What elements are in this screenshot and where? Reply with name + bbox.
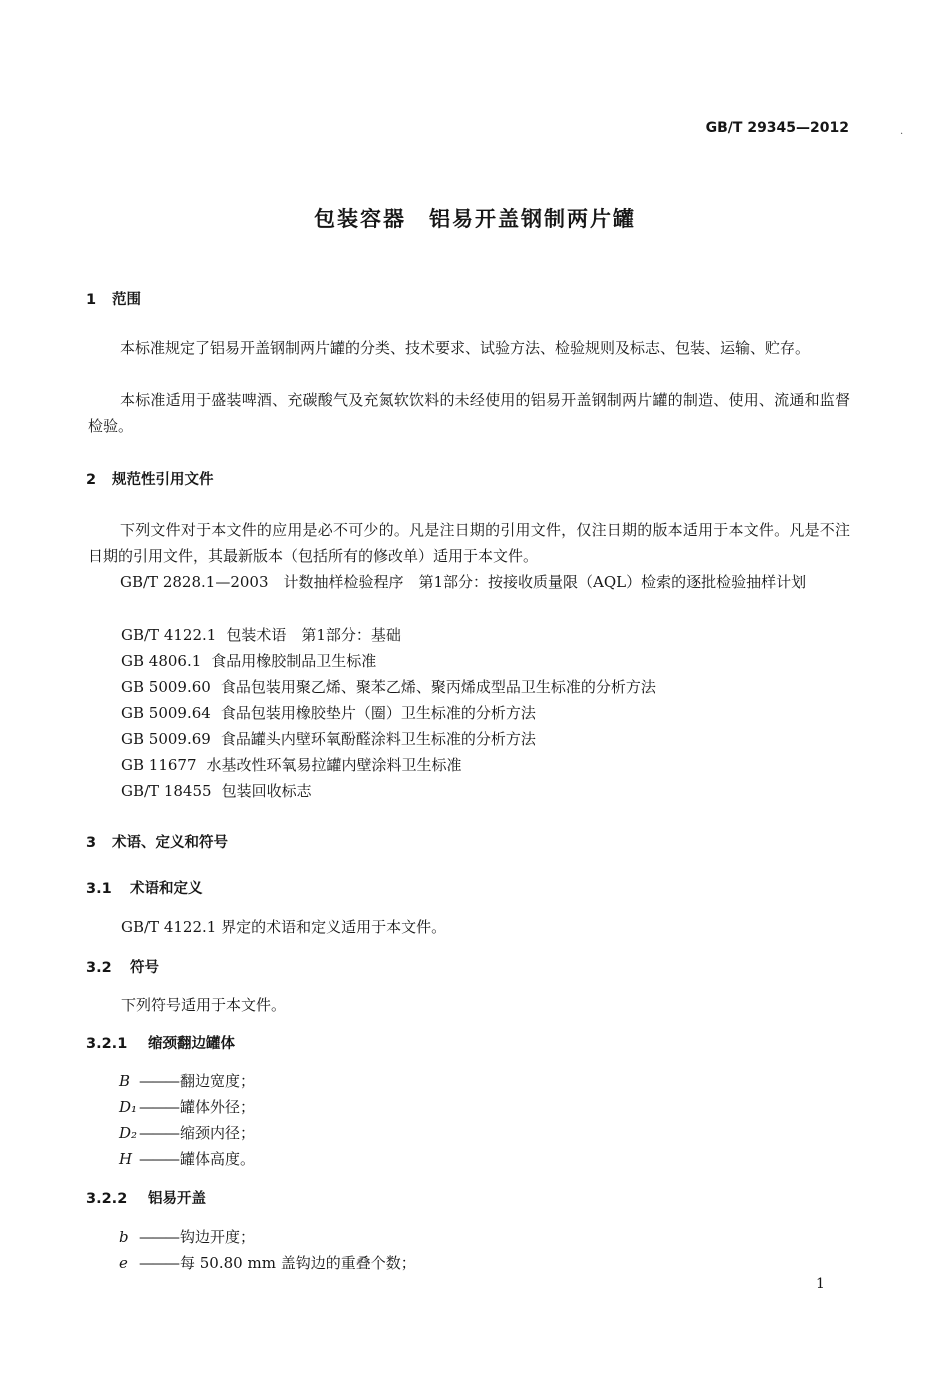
section-3-2-heading [86, 956, 159, 977]
reference-code: GB/T 18455 [121, 782, 212, 800]
symbol: B [119, 1072, 131, 1090]
normative-intro: 下列文件对于本文件的应用是必不可少的。凡是注日期的引用文件，仅注日期的版本适用于本文件。凡是不注日期的引用文件，其最新版本（包括所有的修改单）适用于本文件。 [88, 521, 850, 565]
symbol: b [119, 1228, 129, 1246]
section-title: 铝易开盖 [148, 1191, 206, 1207]
section-1-heading [86, 288, 141, 309]
section-number: 3.1 [86, 881, 112, 897]
reference-title: 包装回收标志 [221, 782, 312, 800]
symbol-description: 缩颈内径； [180, 1124, 256, 1142]
symbols-intro: 下列符号适用于本文件。 [121, 996, 287, 1014]
page-number: 1 [816, 1276, 825, 1292]
symbol-item: e ——— 每 50.80 mm 盖钩边的重叠个数； [119, 1254, 416, 1272]
section-3-2-2-heading [86, 1187, 206, 1208]
reference-item [121, 650, 376, 671]
section-title: 符号 [130, 960, 159, 976]
symbol-item: B ——— 翻边宽度； [119, 1072, 256, 1090]
reference-title: 食品包装用聚乙烯、聚苯乙烯、聚丙烯成型品卫生标准的分析方法 [220, 678, 656, 696]
section-number: 3.2.1 [86, 1036, 128, 1052]
section-title: 缩颈翻边罐体 [148, 1036, 235, 1052]
symbol: e [119, 1254, 128, 1272]
section-number: 2 [86, 472, 97, 488]
reference-title: 食品用橡胶制品卫生标准 [211, 652, 377, 670]
section-3-2-1-heading [86, 1032, 235, 1053]
symbol: D₂ [119, 1124, 138, 1142]
reference-title: 水基改性环氧易拉罐内壁涂料卫生标准 [206, 756, 462, 774]
symbol-description: 每 50.80 mm 盖钩边的重叠个数； [180, 1254, 416, 1272]
symbol-item: D₂ ——— 缩颈内径； [119, 1124, 256, 1142]
symbol-item: D₁ ——— 罐体外径； [119, 1098, 256, 1116]
document-title: 包装容器 铝易开盖钢制两片罐 [314, 207, 636, 231]
section-3-heading [86, 831, 228, 852]
reference-title: 食品罐头内壁环氧酚醛涂料卫生标准的分析方法 [220, 730, 536, 748]
section-title: 规范性引用文件 [112, 472, 214, 488]
symbol-description: 罐体高度。 [180, 1150, 256, 1168]
reference-item [121, 624, 401, 645]
reference-item [121, 728, 536, 749]
section-title: 术语、定义和符号 [112, 835, 228, 851]
symbol-item: H ——— 罐体高度。 [119, 1150, 256, 1168]
reference-item [121, 676, 656, 697]
terms-statement: GB/T 4122.1 界定的术语和定义适用于本文件。 [121, 918, 447, 936]
section-title: 术语和定义 [130, 881, 203, 897]
reference-item [121, 780, 312, 801]
reference-code: GB 11677 [121, 756, 197, 774]
symbol-description: 钩边开度； [180, 1228, 256, 1246]
scope-paragraph-2: 本标准适用于盛装啤酒、充碳酸气及充氮软饮料的未经使用的铝易开盖钢制两片罐的制造、使用、流通和监督检验。 [88, 391, 850, 435]
symbol-description: 翻边宽度； [180, 1072, 256, 1090]
normative-reference-first: GB/T 2828.1—2003 计数抽样检验程序 第1部分：按接收质量限（AQL）检索的逐批检验抽样计划 [120, 573, 807, 591]
section-2-heading [86, 468, 214, 489]
reference-code: GB 5009.60 [121, 678, 211, 696]
symbol: D₁ [119, 1098, 138, 1116]
reference-code: GB 4806.1 [121, 652, 202, 670]
scope-paragraph-1: 本标准规定了铝易开盖钢制两片罐的分类、技术要求、试验方法、检验规则及标志、包装、运输、贮存。 [120, 339, 811, 357]
section-number: 1 [86, 292, 97, 308]
symbol-description: 罐体外径； [180, 1098, 256, 1116]
reference-code: GB 5009.69 [121, 730, 211, 748]
reference-item [121, 754, 462, 775]
standard-code: GB/T 29345—2012 [705, 120, 849, 136]
section-3-1-heading [86, 877, 203, 898]
reference-code: GB 5009.64 [121, 704, 211, 722]
scan-dot: . [900, 126, 904, 137]
symbol-item: b ——— 钩边开度； [119, 1228, 256, 1246]
section-number: 3.2.2 [86, 1191, 128, 1207]
section-number: 3.2 [86, 960, 112, 976]
reference-title: 食品包装用橡胶垫片（圈）卫生标准的分析方法 [220, 704, 536, 722]
reference-title: 包装术语 第1部分：基础 [226, 626, 401, 644]
section-number: 3 [86, 835, 97, 851]
reference-item [121, 702, 536, 723]
reference-code: GB/T 4122.1 [121, 626, 217, 644]
section-title: 范围 [112, 292, 141, 308]
symbol: H [119, 1150, 133, 1168]
